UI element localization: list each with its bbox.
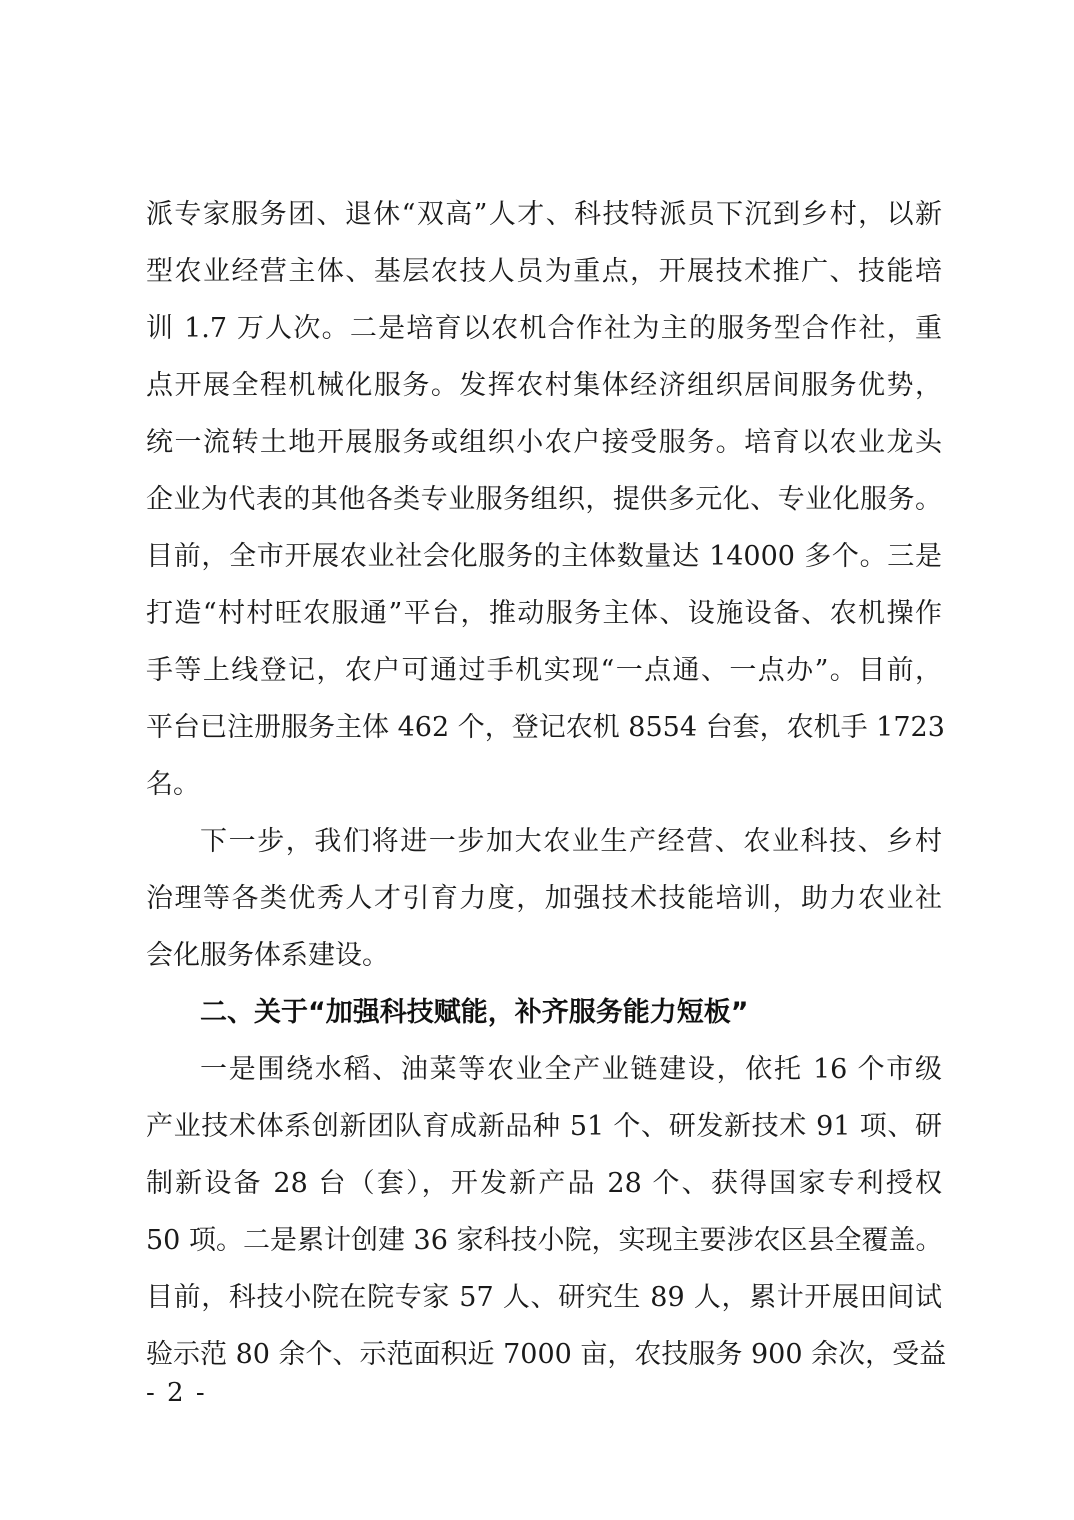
- body-line: 点开展全程机械化服务。发挥农村集体经济组织居间服务优势，: [146, 370, 942, 401]
- body-line: 打造“村村旺农服通”平台，推动服务主体、设施设备、农机操作: [146, 598, 942, 629]
- section-heading: 二、关于“加强科技赋能，补齐服务能力短板”: [200, 997, 749, 1028]
- body-line: 目前，科技小院在院专家 57 人、研究生 89 人，累计开展田间试: [146, 1282, 942, 1313]
- body-line: 下一步，我们将进一步加大农业生产经营、农业科技、乡村: [200, 826, 942, 857]
- body-line: 平台已注册服务主体 462 个，登记农机 8554 台套，农机手 1723: [146, 712, 945, 743]
- body-line: 治理等各类优秀人才引育力度，加强技术技能培训，助力农业社: [146, 883, 942, 914]
- body-line: 产业技术体系创新团队育成新品种 51 个、研发新技术 91 项、研: [146, 1111, 942, 1142]
- body-line: 手等上线登记，农户可通过手机实现“一点通、一点办”。目前，: [146, 655, 942, 686]
- body-line: 派专家服务团、退休“双高”人才、科技特派员下沉到乡村，以新: [146, 199, 942, 230]
- page-number: - 2 -: [146, 1378, 207, 1408]
- body-line: 名。: [146, 769, 200, 800]
- body-line: 型农业经营主体、基层农技人员为重点，开展技术推广、技能培: [146, 256, 942, 287]
- body-line: 目前，全市开展农业社会化服务的主体数量达 14000 多个。三是: [146, 541, 942, 572]
- body-line: 企业为代表的其他各类专业服务组织，提供多元化、专业化服务。: [146, 484, 942, 515]
- body-line: 验示范 80 余个、示范面积近 7000 亩，农技服务 900 余次，受益: [146, 1339, 947, 1370]
- body-line: 一是围绕水稻、油菜等农业全产业链建设，依托 16 个市级: [200, 1054, 942, 1085]
- body-line: 50 项。二是累计创建 36 家科技小院，实现主要涉农区县全覆盖。: [146, 1225, 943, 1256]
- body-line: 训 1.7 万人次。二是培育以农机合作社为主的服务型合作社，重: [146, 313, 942, 344]
- body-line: 制新设备 28 台（套），开发新产品 28 个、获得国家专利授权: [146, 1168, 942, 1199]
- body-line: 会化服务体系建设。: [146, 940, 389, 971]
- body-line: 统一流转土地开展服务或组织小农户接受服务。培育以农业龙头: [146, 427, 942, 458]
